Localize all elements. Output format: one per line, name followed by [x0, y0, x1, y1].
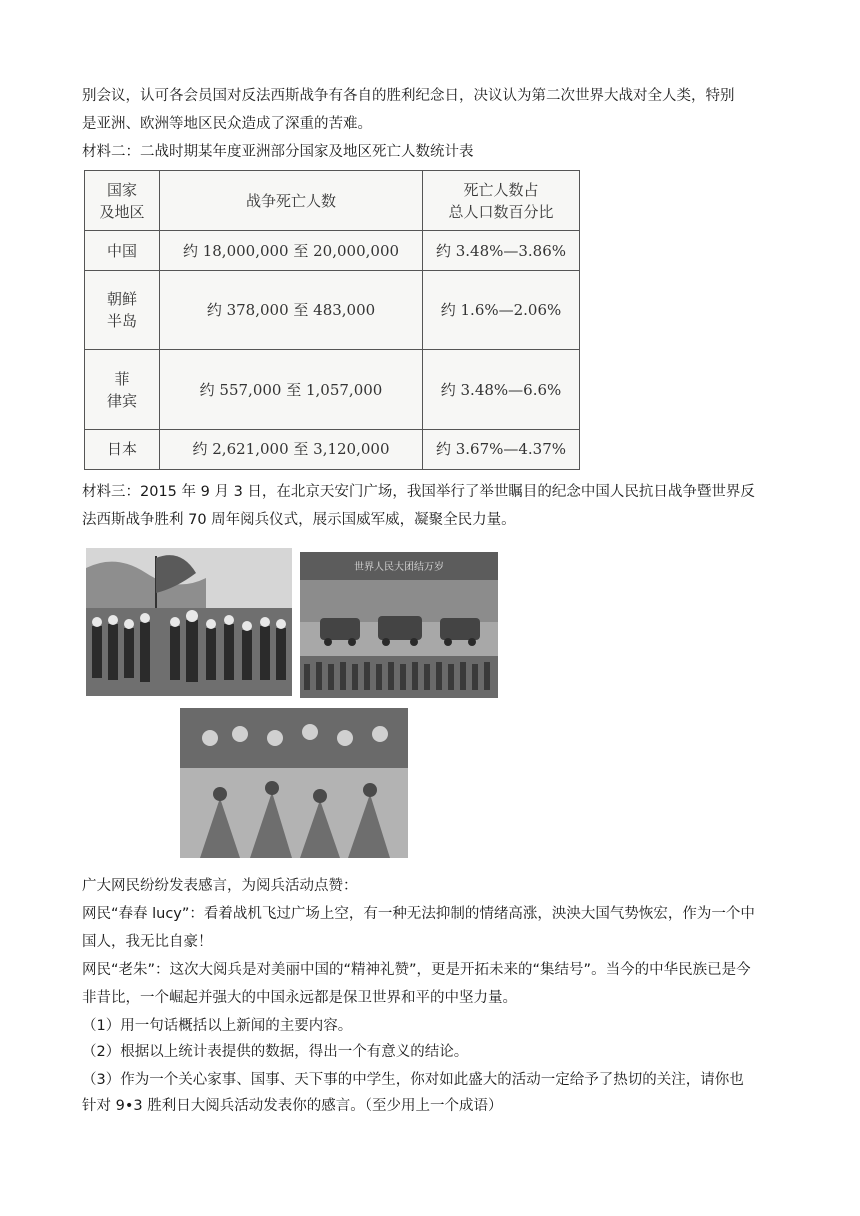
region-cell: 朝鲜 半岛 [85, 271, 160, 350]
percent-cell: 约 3.67%—4.37% [423, 429, 580, 469]
material2-heading: 材料二：二战时期某年度亚洲部分国家及地区死亡人数统计表 [82, 144, 474, 160]
question-1: （1）用一句话概括以上新闻的主要内容。 [82, 1018, 353, 1034]
veterans-float-photo [180, 708, 408, 858]
header-deaths: 战争死亡人数 [160, 171, 423, 231]
comment-2-line-1: 网民“老朱”：这次大阅兵是对美丽中国的“精神礼赞”，更是开拓未来的“集结号”。当今的中华民族已是今 [82, 962, 751, 978]
material3-line-2: 法西斯战争胜利 70 周年阅兵仪式，展示国威军威，凝聚全民力量。 [82, 512, 516, 528]
question-3-line-1: （3）作为一个关心家事、国事、天下事的中学生，你对如此盛大的活动一定给予了热切的关注，请你也 [82, 1072, 744, 1088]
death-statistics-table [84, 170, 580, 470]
question-3-line-2: 针对 9•3 胜利日大阅兵活动发表你的感言。（至少用上一个成语） [82, 1098, 503, 1114]
deaths-cell: 约 18,000,000 至 20,000,000 [160, 231, 423, 271]
region-cell: 日本 [85, 429, 160, 469]
table-row [85, 350, 580, 429]
table-row [85, 429, 580, 469]
percent-cell: 约 1.6%—2.06% [423, 271, 580, 350]
comment-1-line-2: 国人，我无比自豪！ [82, 934, 213, 950]
intro-line-2: 是亚洲、欧洲等地区民众造成了深重的苦难。 [82, 116, 372, 132]
region-cell: 菲 律宾 [85, 350, 160, 429]
comment-2-line-2: 非昔比，一个崛起并强大的中国永远都是保卫世界和平的中坚力量。 [82, 990, 517, 1006]
intro-line-1: 别会议，认可各会员国对反法西斯战争有各自的胜利纪念日，决议认为第二次世界大战对全人类，特别 [82, 88, 735, 104]
banner-text: 世界人民大团结万岁 [354, 562, 444, 573]
question-2: （2）根据以上统计表提供的数据，得出一个有意义的结论。 [82, 1044, 469, 1060]
region-cell: 中国 [85, 231, 160, 271]
table-header-row [85, 171, 580, 231]
comment-1-line-1: 网民“春春 lucy”：看着战机飞过广场上空，有一种无法抑制的情绪高涨，泱泱大国气势恢宏，作为一个中 [82, 906, 755, 922]
table-row [85, 271, 580, 350]
comments-intro: 广大网民纷纷发表感言，为阅兵活动点赞： [82, 878, 358, 894]
header-region: 国家 及地区 [85, 171, 160, 231]
percent-cell: 约 3.48%—6.6% [423, 350, 580, 429]
deaths-cell: 约 557,000 至 1,057,000 [160, 350, 423, 429]
material3-line-1: 材料三：2015 年 9 月 3 日，在北京天安门广场，我国举行了举世瞩目的纪念中国人民抗日战争暨世界反 [82, 484, 755, 500]
deaths-cell: 约 378,000 至 483,000 [160, 271, 423, 350]
parade-vehicles-photo [300, 552, 498, 698]
table-row [85, 231, 580, 271]
parade-soldiers-photo [86, 548, 292, 696]
deaths-cell: 约 2,621,000 至 3,120,000 [160, 429, 423, 469]
percent-cell: 约 3.48%—3.86% [423, 231, 580, 271]
header-percent: 死亡人数占 总人口数百分比 [423, 171, 580, 231]
